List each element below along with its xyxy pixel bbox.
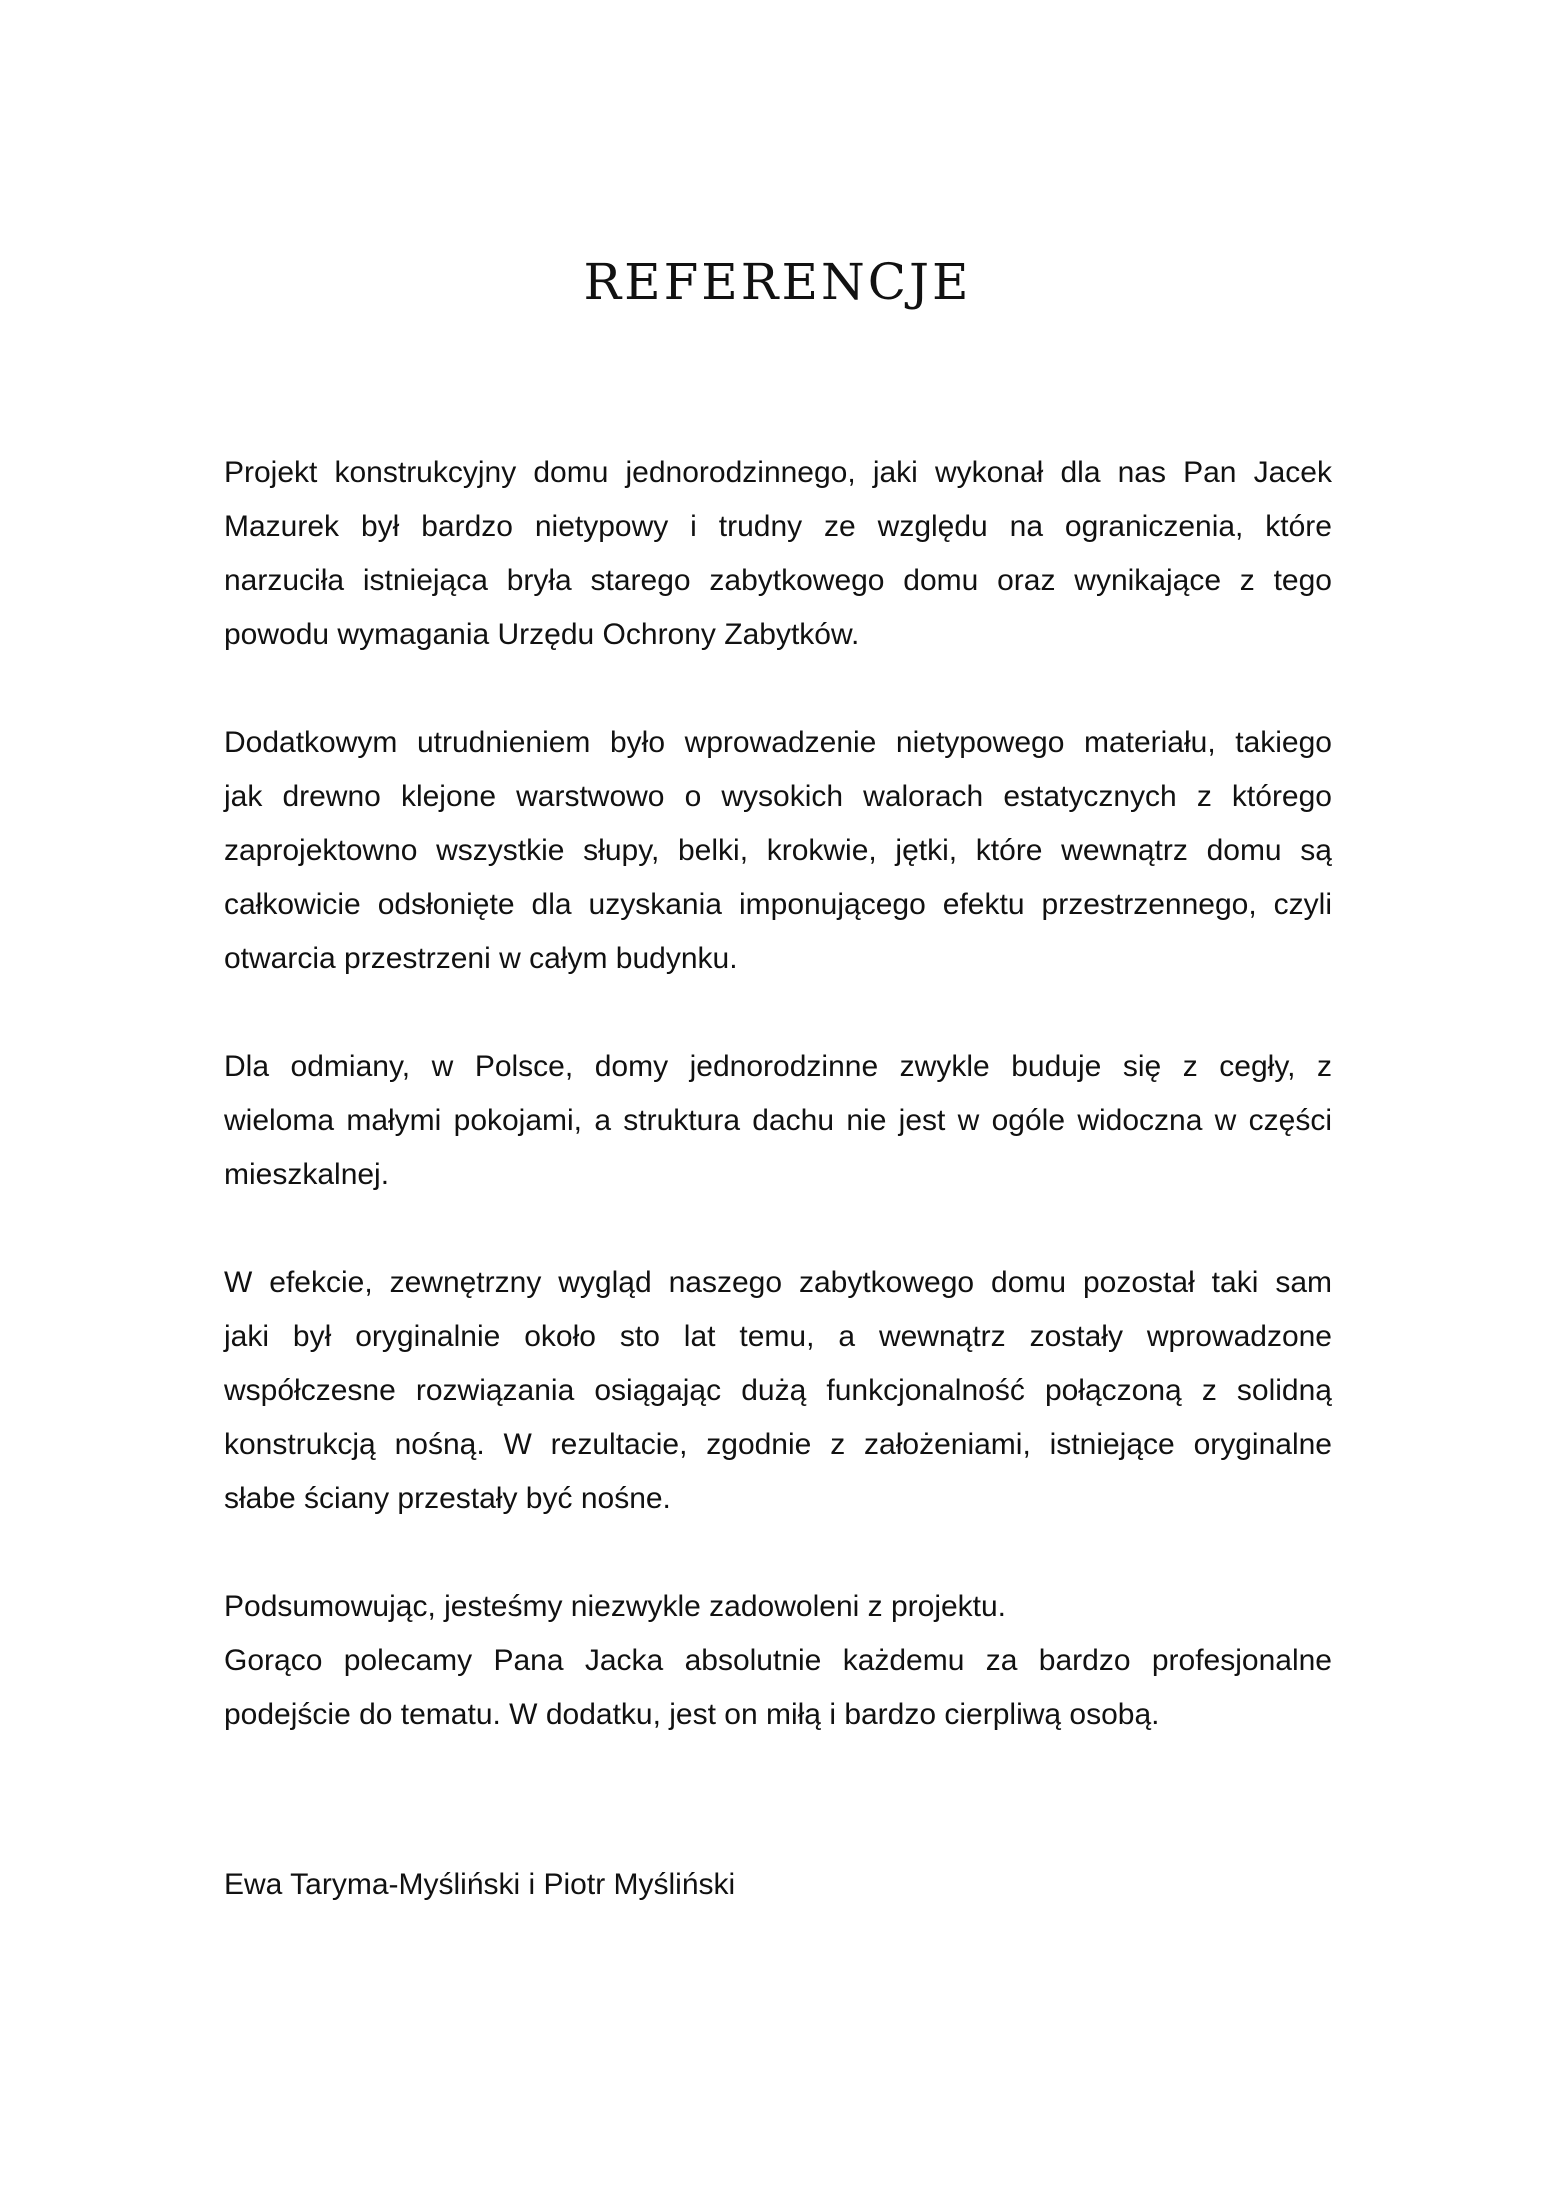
text-line: mieszkalnej. [224, 1158, 390, 1191]
text-line: zaprojektowno wszystkie słupy, belki, krokwie, jętki, które wewnątrz domu są [224, 834, 1332, 867]
text-line: W efekcie, zewnętrzny wygląd naszego zabytkowego domu pozostał taki sam [224, 1266, 1332, 1299]
text-line: słabe ściany przestały być nośne. [224, 1482, 671, 1515]
paragraph-result [224, 1256, 1332, 1526]
text-line: konstrukcją nośną. W rezultacie, zgodnie z założeniami, istniejące oryginalne [224, 1428, 1332, 1461]
text-line: współczesne rozwiązania osiągając dużą funkcjonalność połączoną z solidną [224, 1374, 1332, 1407]
text-line: wieloma małymi pokojami, a struktura dachu nie jest w ogóle widoczna w części [224, 1104, 1332, 1137]
paragraph-project-description [224, 446, 1332, 662]
text-line: Dla odmiany, w Polsce, domy jednorodzinne zwykle buduje się z cegły, z [224, 1050, 1332, 1083]
paragraph-material [224, 716, 1332, 986]
text-line: Gorąco polecamy Pana Jacka absolutnie każdemu za bardzo profesjonalne [224, 1644, 1332, 1677]
text-line: podejście do tematu. W dodatku, jest on miłą i bardzo cierpliwą osobą. [224, 1698, 1160, 1731]
signature-names: Ewa Taryma-Myśliński i Piotr Myśliński [224, 1868, 736, 1901]
text-line: Dodatkowym utrudnieniem było wprowadzenie nietypowego materiału, takiego [224, 726, 1332, 759]
text-line: Mazurek był bardzo nietypowy i trudny ze względu na ograniczenia, które [224, 510, 1332, 543]
text-line: otwarcia przestrzeni w całym budynku. [224, 942, 738, 975]
paragraph-summary [224, 1580, 1332, 1742]
document-title: REFERENCJE [583, 253, 972, 311]
signature [224, 1858, 1332, 1912]
text-line: powodu wymagania Urzędu Ochrony Zabytków. [224, 618, 860, 651]
text-line: Projekt konstrukcyjny domu jednorodzinnego, jaki wykonał dla nas Pan Jacek [224, 456, 1332, 489]
text-line: narzuciła istniejąca bryła starego zabytkowego domu oraz wynikające z tego [224, 564, 1332, 597]
text-line: Podsumowując, jesteśmy niezwykle zadowoleni z projektu. [224, 1590, 1007, 1623]
text-line: całkowicie odsłonięte dla uzyskania imponującego efektu przestrzennego, czyli [224, 888, 1332, 921]
text-line: jak drewno klejone warstwowo o wysokich walorach estatycznych z którego [224, 780, 1332, 813]
paragraph-comparison [224, 1040, 1332, 1202]
text-line: jaki był oryginalnie około sto lat temu, a wewnątrz zostały wprowadzone [224, 1320, 1332, 1353]
